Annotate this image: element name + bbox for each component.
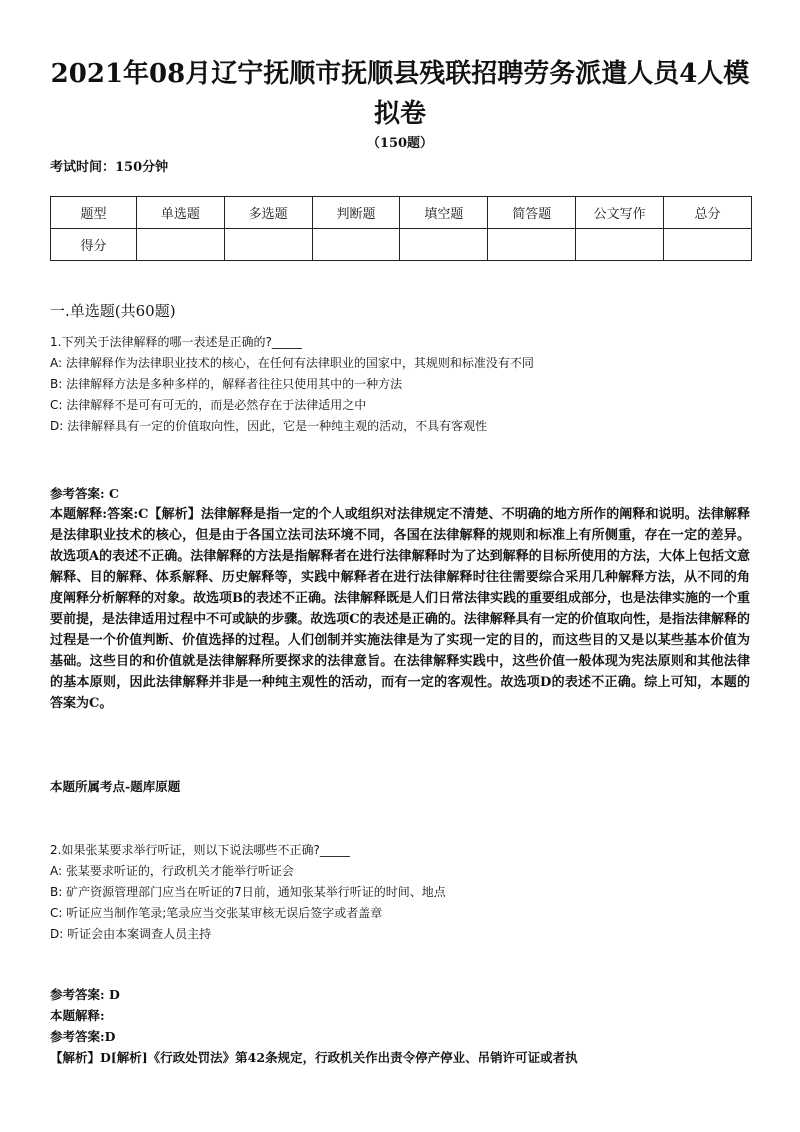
option-d: D: 法律解释具有一定的价值取向性，因此，它是一种纯主观的活动，不具有客观性 <box>50 419 488 433</box>
answer-text: 参考答案: C <box>50 486 119 501</box>
option-c: C: 听证应当制作笔录;笔录应当交张某审核无误后签字或者盖章 <box>50 906 383 920</box>
header-cell: 总分 <box>664 197 752 229</box>
option-c: C: 法律解释不是可有可无的，而是必然存在于法律适用之中 <box>50 398 367 412</box>
header-cell: 判断题 <box>312 197 400 229</box>
header-cell: 多选题 <box>224 197 312 229</box>
analysis-label: 本题解释: <box>50 1008 105 1023</box>
analysis-text: 本题解释:答案:C【解析】法律解释是指一定的个人或组织对法律规定不清楚、不明确的地方所作的阐释和说明。法律解释是法律职业技术的核心，但是由于各国立法司法环境不同，各国在法律解释的规则和标准上有所侧重，存在一定的差异。故选项A的表述不正确。法律解释的方法是指解释者在进行法律解释时为了达到解释的目标所使用的方法，大体上包括文意解释、目的解释、体系解释、历史解释等，实践中解释者在进行法律解释时往往需要综合采用几种解释方法，从不同的角度阐释分析解释的对象。故选项B的表述不正确。法律解释既是人们日常法律实践的重要组成部分，也是法律实施的一个重要前提，是法律适用过程中不可或缺的步骤。故选项C的表述是正确的。法律解释具有一定的价值取向性，是指法律解释的过程是一个价值判断、价值选择的过程。人们创制并实施法律是为了实现一定的目的，而这些目的又是以某些基本价值为基础。这些目的和价值就是法律解释所要探求的法律意旨。在法律解释实践中，这些价值一般体现为宪法原则和其他法律的基本原则，因此法律解释并非是一种纯主观性的活动，而有一定的客观性。故选项D的表述不正确。综上可知，本题的答案为C。 <box>50 507 750 711</box>
option-b: B: 矿产资源管理部门应当在听证的7日前，通知张某举行听证的时间、地点 <box>50 885 446 899</box>
header-cell: 单选题 <box>136 197 224 229</box>
document-title: 2021年08月辽宁抚顺市抚顺县残联招聘劳务派遣人员4人模拟卷 <box>50 59 750 129</box>
row-label-cell: 得分 <box>51 229 137 261</box>
score-cell <box>312 229 400 261</box>
option-a: A: 张某要求听证的，行政机关才能举行听证会 <box>50 864 294 878</box>
question-stem: 1.下列关于法律解释的哪一表述是正确的?_____ <box>50 335 302 349</box>
score-cell <box>488 229 576 261</box>
question-count: （150题） <box>366 136 434 151</box>
topic-line <box>50 776 750 797</box>
score-cell <box>664 229 752 261</box>
score-table <box>50 196 752 261</box>
question-stem: 2.如果张某要求举行听证，则以下说法哪些不正确?_____ <box>50 843 350 857</box>
topic-text: 本题所属考点-题库原题 <box>50 779 181 794</box>
score-cell <box>136 229 224 261</box>
answer-block-2 <box>50 984 750 1068</box>
score-table-header-row <box>51 197 752 229</box>
question-1 <box>50 332 750 437</box>
answer-text: 参考答案: D <box>50 987 120 1002</box>
score-table-score-row <box>51 229 752 261</box>
score-cell <box>400 229 488 261</box>
answer-block-1 <box>50 483 750 714</box>
exam-time: 考试时间：150分钟 <box>50 160 169 175</box>
header-cell: 简答题 <box>488 197 576 229</box>
analysis-text-2: 【解析】D[解析]《行政处罚法》第42条规定，行政机关作出责令停产停业、吊销许可证或者执 <box>50 1050 578 1065</box>
answer-text-2: 参考答案:D <box>50 1029 116 1044</box>
score-cell <box>224 229 312 261</box>
score-cell <box>576 229 664 261</box>
header-cell: 题型 <box>51 197 137 229</box>
header-cell: 公文写作 <box>576 197 664 229</box>
option-a: A: 法律解释作为法律职业技术的核心，在任何有法律职业的国家中，其规则和标准没有不同 <box>50 356 534 370</box>
option-b: B: 法律解释方法是多种多样的，解释者往往只使用其中的一种方法 <box>50 377 403 391</box>
header-cell: 填空题 <box>400 197 488 229</box>
section-title: 一.单选题(共60题) <box>50 302 176 320</box>
option-d: D: 听证会由本案调查人员主持 <box>50 927 212 941</box>
question-2 <box>50 840 750 945</box>
